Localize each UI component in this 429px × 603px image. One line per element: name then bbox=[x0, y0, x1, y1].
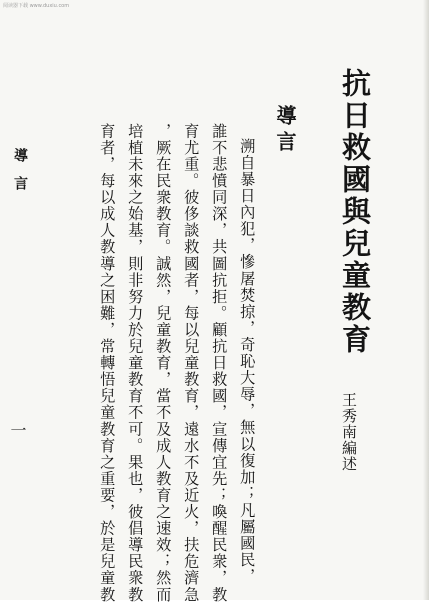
body-line: 育者，每以成人教導之困難，常轉悟兒童教育之重要，於是兒童教 bbox=[98, 123, 117, 603]
author-line: 王秀南編述 bbox=[340, 392, 358, 472]
scan-watermark: 阅读器下载 www.duxiu.com bbox=[3, 3, 70, 9]
running-head: 導言 bbox=[12, 148, 28, 204]
body-line: 溯自暴日內犯，慘屠焚掠，奇恥大辱，無以復加；凡屬國民， bbox=[238, 138, 257, 585]
book-title: 抗日救國與兒童教育 bbox=[338, 68, 372, 356]
body-line: 培植未來之始基，則非努力於兒童教育不可。果也，彼倡導民衆教 bbox=[126, 123, 145, 603]
body-line: 育尤重。彼侈談救國者，每以兒童教育，遠水不及近火，扶危濟急 bbox=[182, 123, 201, 603]
page-edge-shadow bbox=[423, 0, 429, 600]
body-line: 誰不悲憤同深，共圖抗拒。顧抗日救國，宣傳宜先；喚醒民衆，教 bbox=[210, 123, 229, 603]
section-title: 導言 bbox=[273, 105, 297, 157]
body-line: ，厥在民衆教育。誠然，兒童教育，當不及成人教育之速效；然而 bbox=[154, 123, 173, 603]
page-number: 一 bbox=[8, 422, 27, 438]
